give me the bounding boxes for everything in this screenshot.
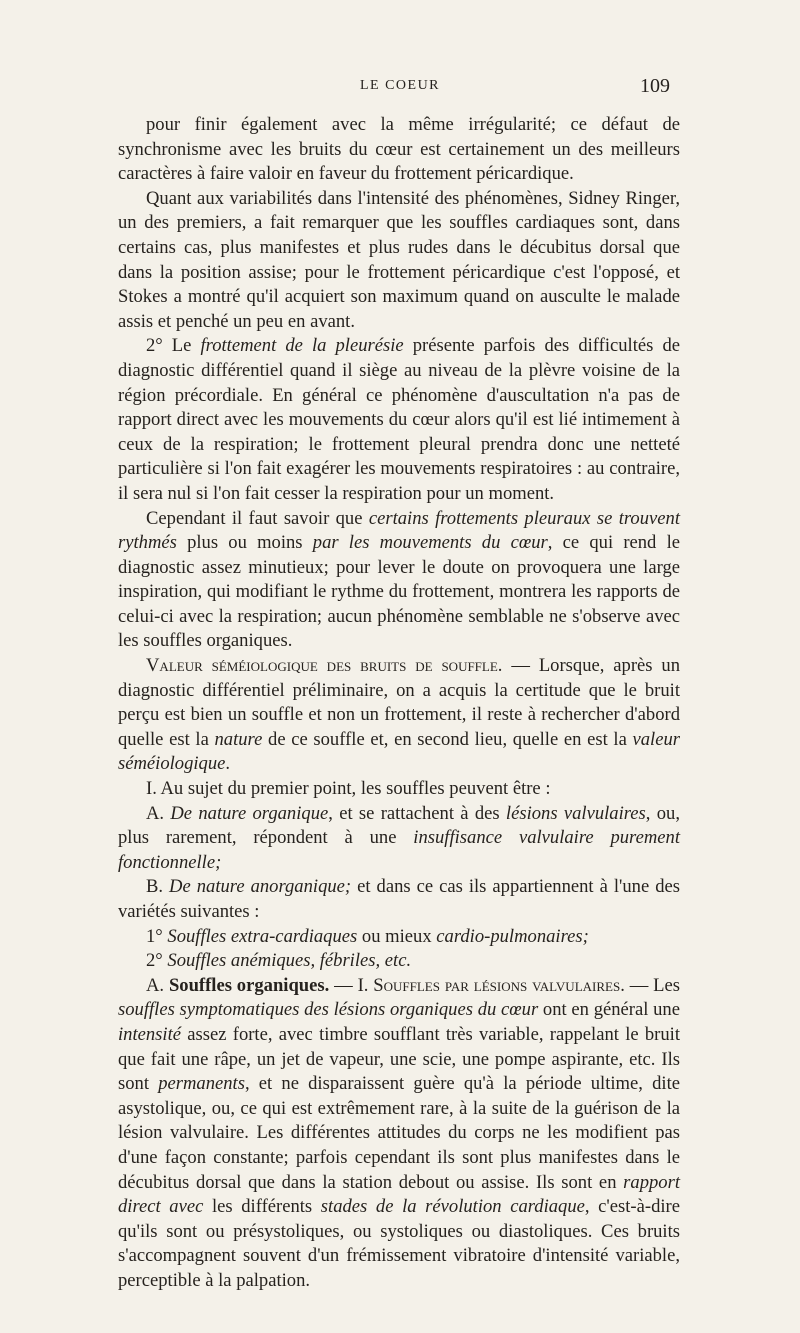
text-run: , c'est-à-dire qu'ils sont ou présystoliques, ou systoliques ou diastoliques. Ces bruits s'accompagnent souvent d'un frémissement vibratoire d'intensité variable, perceptible à la palpation. [118, 1196, 680, 1291]
italic-text: Souffles anémiques, fébriles, etc. [167, 950, 412, 972]
italic-text: De nature organique [170, 802, 329, 824]
text-run: plus ou moins [176, 532, 313, 554]
italic-text: valeur séméiologique [118, 728, 681, 775]
paragraph [118, 654, 680, 777]
italic-text: Souffles extra-cardiaques [167, 925, 358, 947]
text-run: A. [146, 974, 169, 996]
italic-text: De nature anorganique; [169, 876, 352, 898]
italic-text: par les mouvements du cœur [312, 532, 548, 554]
text-run: assez forte, avec timbre soufflant très variable, rappelant le bruit que fait une râpe, un jet de vapeur, une scie, une pompe aspirante, etc. Ils sont [118, 1023, 680, 1095]
italic-text: intensité [118, 1023, 181, 1045]
text-run: , ou, plus rarement, répondent à une [118, 802, 680, 849]
paragraph [118, 925, 680, 950]
text-run: et dans ce cas ils appartiennent à l'une des variétés suivantes : [118, 876, 680, 922]
text-run: 1° [146, 925, 168, 947]
text-run: présente parfois des difficultés de diagnostic différentiel quand il siège au niveau de la plèvre voisine de la région précordiale. En général ce phénomène d'auscultation n'a pas de rapport direct avec les mouvements du cœur alors qu'il est lié intimement à ceux de la respiration; le frottement pleural prendra donc une netteté particulière si l'on fait exagérer les mouvements respiratoires : au contraire, il sera nul si l'on fait cesser la respiration pour un moment. [118, 335, 680, 504]
text-run: , et ne disparaissent guère qu'à la période ultime, dite asystolique, ou, ce qui est extrêmement rare, à la suite de la guérison de la lésion valvulaire. Les différentes attitudes du corps ne les modifient pas d'une façon constante; parfois cependant ils sont plus manifestes dans le décubitus dorsal que dans la station debout ou assise. Ils sont en [118, 1073, 680, 1193]
paragraph [118, 949, 680, 974]
text-run: les différents [203, 1196, 321, 1218]
italic-text: certains frottements pleuraux se trouvent rythmés [118, 507, 680, 554]
text-run: — Lorsque, après un diagnostic différentiel préliminaire, on a acquis la certitude que le bruit perçu est bien un souffle et non un frottement, il reste à rechercher d'abord quelle est la [118, 655, 680, 750]
paragraph [118, 802, 680, 876]
text-run: ont en général une [538, 999, 680, 1021]
text-run: pour finir également avec la même irrégularité; ce défaut de synchronisme avec les bruits du cœur est certainement un des meilleurs caractères à faire valoir en faveur du frottement péricardique. [118, 114, 680, 185]
text-run: 2° Le [146, 335, 201, 357]
italic-text: cardio-pulmonaires; [436, 925, 589, 947]
text-run: , et se rattachent à des [328, 802, 506, 824]
small-caps-heading: Souffles par lésions valvulaires. [373, 974, 625, 996]
italic-text: souffles symptomatiques des lésions organiques du cœur [118, 999, 539, 1021]
paragraph [118, 875, 680, 924]
italic-text: frottement de la pleurésie [200, 335, 404, 357]
body-text [118, 113, 680, 1294]
bold-heading: Souffles organiques. [168, 974, 330, 996]
text-run: B. [146, 876, 170, 898]
paragraph [118, 334, 680, 506]
text-run: Quant aux variabilités dans l'intensité des phénomènes, Sidney Ringer, un des premiers, a fait remarquer que les souffles cardiaques sont, dans certains cas, plus manifestes et plus rudes dans le décubitus dorsal que dans la position assise; pour le frottement péricardique c'est l'opposé, et Stokes a montré qu'il acquiert son maximum quand on ausculte le malade assis et penché un peu en avant. [118, 187, 680, 332]
small-caps-heading: Valeur séméiologique des bruits de souffle. [146, 655, 503, 677]
text-run: A. [146, 802, 171, 824]
text-run: I. Au sujet du premier point, les souffles peuvent être : [146, 778, 551, 800]
italic-text: lésions valvulaires [505, 802, 646, 824]
paragraph [118, 777, 680, 802]
italic-text: stades de la révolution cardiaque [320, 1196, 585, 1218]
text-run: , ce qui rend le diagnostic assez minutieux; pour lever le doute on provoquera une large inspiration, qui modifiant le rythme du frottement, montrera les rapports de celui-ci avec la respiration; aucun phénomène semblable ne s'observe avec les souffles organiques. [118, 532, 680, 652]
text-run: Cependant il faut savoir que [146, 507, 369, 529]
text-run: ou mieux [357, 925, 437, 947]
running-head [0, 75, 800, 102]
text-run: de ce souffle et, en second lieu, quelle en est la [262, 728, 633, 750]
page-number: 109 [640, 75, 670, 97]
paragraph [118, 187, 680, 335]
paragraph [118, 113, 680, 187]
italic-text: insuffisance valvulaire purement fonctionnelle; [118, 827, 681, 873]
paragraph [118, 507, 680, 655]
italic-text: nature [214, 728, 263, 750]
paragraph [118, 974, 680, 1294]
text-run: . [225, 753, 231, 775]
italic-text: rapport direct avec [118, 1171, 680, 1218]
running-title: LE COEUR [359, 78, 441, 93]
text-run: — I. [329, 974, 374, 996]
text-run: — Les [624, 974, 680, 996]
italic-text: permanents [158, 1073, 245, 1095]
text-run: 2° [146, 950, 168, 972]
